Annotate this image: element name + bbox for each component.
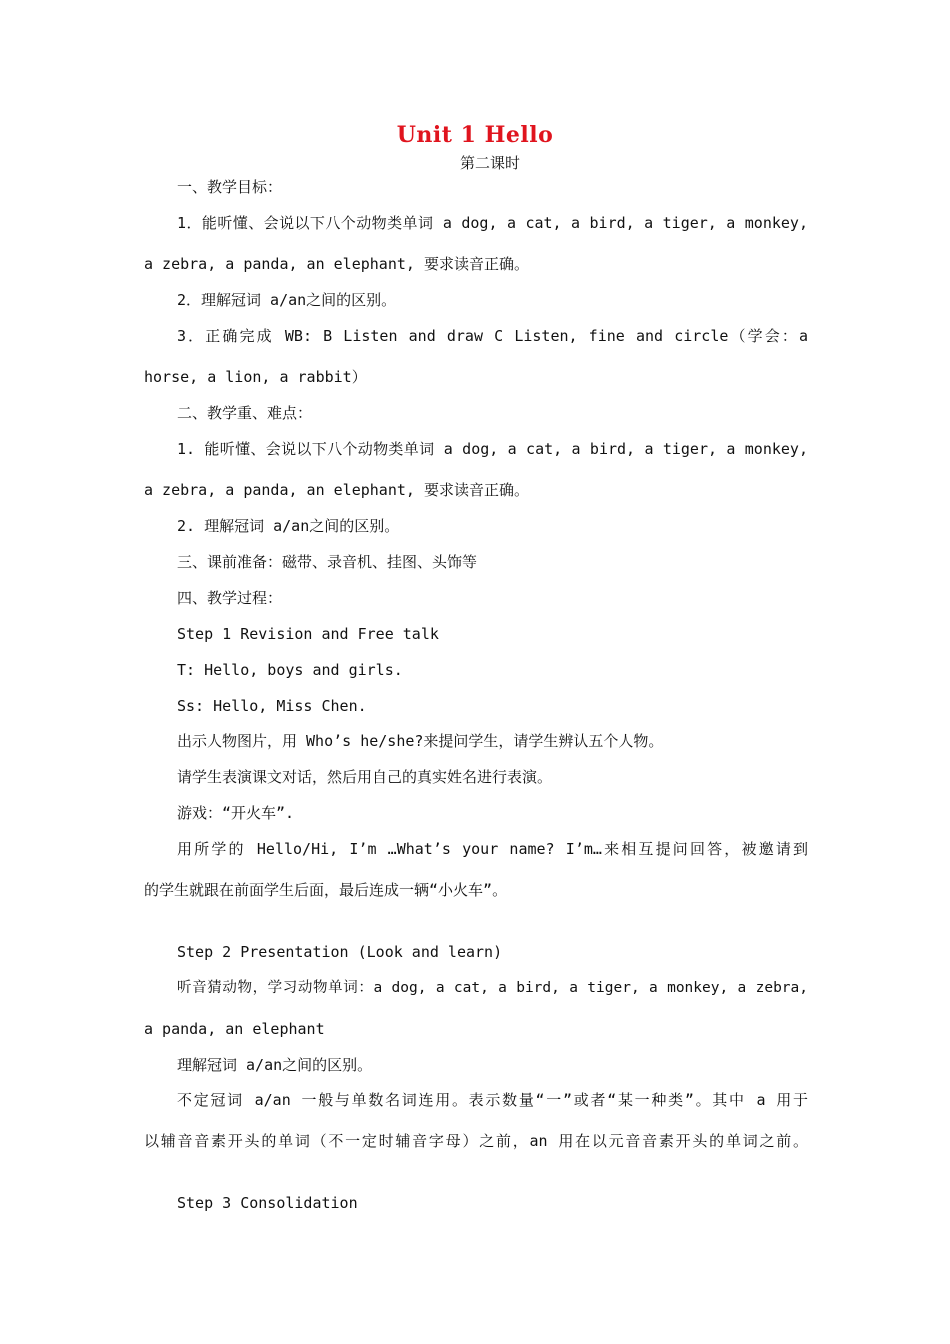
section-heading-process: 四、教学过程：	[177, 589, 283, 607]
paragraph-line: 请学生表演课文对话，然后用自己的真实姓名进行表演。	[177, 768, 553, 786]
paragraph-line: 1．能听懂、会说以下八个动物类单词 a dog, a cat, a bird, a tiger, a monkey,	[177, 214, 808, 232]
paragraph-line: a zebra, a panda, an elephant, 要求读音正确。	[144, 255, 529, 273]
paragraph-line: 3．正确完成 WB: B Listen and draw C Listen, fine and circle（学会：a	[177, 327, 808, 345]
paragraph-line: 不定冠词 a/an 一般与单数名词连用。表示数量“一”或者“某一种类”。其中 a 用于	[177, 1091, 808, 1109]
paragraph-line: 理解冠词 a/an之间的区别。	[177, 1056, 373, 1074]
dialogue-line: Ss: Hello, Miss Chen.	[177, 697, 367, 715]
paragraph-line: 游戏：“开火车”.	[177, 804, 295, 822]
section-heading-key-points: 二、教学重、难点：	[177, 404, 313, 422]
paragraph-line: 出示人物图片，用 Who’s he/she?来提问学生，请学生辨认五个人物。	[177, 732, 664, 750]
dialogue-line: T: Hello, boys and girls.	[177, 661, 403, 679]
document-title: Unit 1 Hello	[396, 122, 554, 148]
paragraph-line: a zebra, a panda, an elephant, 要求读音正确。	[144, 481, 529, 499]
paragraph-line: 1. 能听懂、会说以下八个动物类单词 a dog, a cat, a bird, a tiger, a monkey,	[177, 440, 808, 458]
paragraph-line: 2. 理解冠词 a/an之间的区别。	[177, 517, 400, 535]
step-heading: Step 3 Consolidation	[177, 1194, 358, 1212]
paragraph-line: horse, a lion, a rabbit）	[144, 368, 367, 386]
step-heading: Step 1 Revision and Free talk	[177, 625, 439, 643]
section-heading-objectives: 一、教学目标：	[177, 178, 283, 196]
paragraph-line: 听音猜动物，学习动物单词：a dog, a cat, a bird, a tiger, a monkey, a zebra,	[177, 980, 808, 996]
paragraph-line: 2．理解冠词 a/an之间的区别。	[177, 291, 397, 309]
paragraph-line: 以辅音音素开头的单词（不一定时辅音字母）之前，an 用在以元音音素开头的单词之前。	[144, 1132, 808, 1150]
paragraph-line: a panda, an elephant	[144, 1020, 325, 1038]
paragraph-line: 用所学的 Hello/Hi, I’m …What’s your name? I’m…来相互提问回答，被邀请到	[177, 840, 808, 858]
section-heading-preparation: 三、课前准备：磁带、录音机、挂图、头饰等	[177, 553, 478, 571]
step-heading: Step 2 Presentation (Look and learn)	[177, 943, 503, 961]
paragraph-line: 的学生就跟在前面学生后面，最后连成一辆“小火车”。	[144, 881, 508, 899]
lesson-subtitle: 第二课时	[459, 154, 520, 172]
